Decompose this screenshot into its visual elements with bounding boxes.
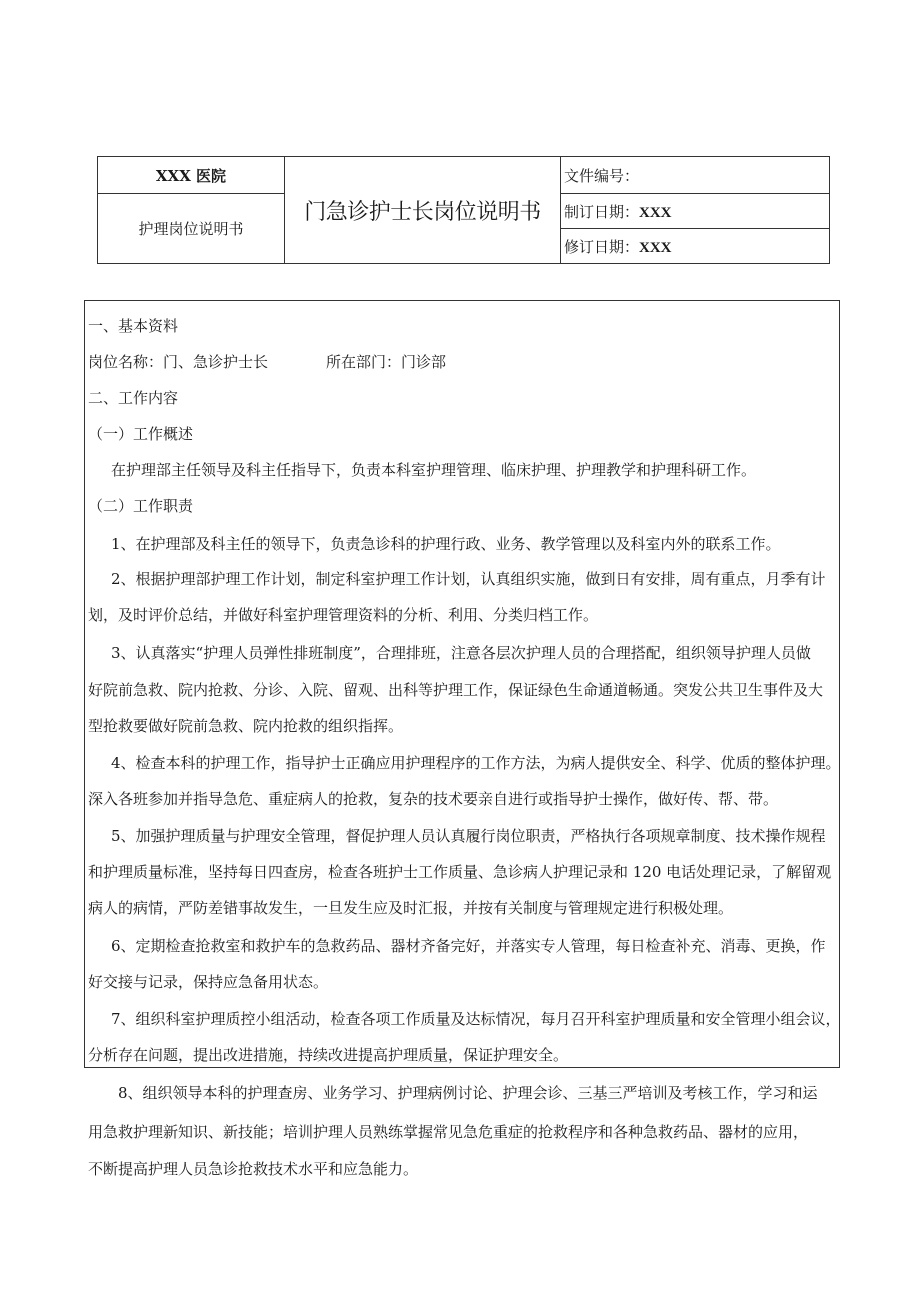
duty-line: 好院前急救、院内抢救、分诊、入院、留观、出科等护理工作，保证绿色生命通道畅通。突发公共卫生事件及大 xyxy=(88,681,824,699)
revision-date-value: XXX xyxy=(639,239,672,256)
subsection-duties: （二）工作职责 xyxy=(88,497,194,515)
post-name: 岗位名称：门、急诊护士长 xyxy=(88,353,269,371)
duty-line: 划，及时评价总结，并做好科室护理管理资料的分析、利用、分类归档工作。 xyxy=(88,606,599,624)
revision-date-label: 修订日期： xyxy=(564,237,640,256)
duty-line-outside: 用急救护理新知识、新技能；培训护理人员熟练掌握常见急危重症的抢救程序和各种急救药品、器材的应用， xyxy=(88,1123,809,1141)
duty-line-outside: 8、组织领导本科的护理查房、业务学习、护理病例讨论、护理会诊、三基三严培训及考核工作，学习和运 xyxy=(118,1084,818,1102)
duty-line: 3、认真落实“护理人员弹性排班制度”，合理排班，注意各层次护理人员的合理搭配，组织领导护理人员做 xyxy=(111,644,811,662)
duty-line-outside: 不断提高护理人员急诊抢救技术水平和应急能力。 xyxy=(88,1160,419,1178)
duty-line: 7、组织科室护理质控小组活动，检查各项工作质量及达标情况，每月召开科室护理质量和安全管理小组会议， xyxy=(111,1010,841,1028)
duty-line: 2、根据护理部护理工作计划，制定科室护理工作计划，认真组织实施，做到日有安排，周有重点，月季有计 xyxy=(111,570,826,588)
duty-line: 病人的病情，严防差错事故发生，一旦发生应及时汇报，并按有关制度与管理规定进行积极处理。 xyxy=(88,899,734,917)
duty-line: 和护理质量标准，坚持每日四查房，检查各班护士工作质量、急诊病人护理记录和 120 电话处理记录，了解留观 xyxy=(88,863,832,881)
file-number-label: 文件编号： xyxy=(564,166,640,185)
duty-line: 分析存在问题，提出改进措施，持续改进提高护理质量，保证护理安全。 xyxy=(88,1046,569,1064)
made-date-field xyxy=(561,194,830,229)
document-title: 门急诊护士长岗位说明书 xyxy=(285,157,561,264)
made-date-value: XXX xyxy=(639,204,672,221)
document-kind: 护理岗位说明书 xyxy=(98,194,285,264)
duty-line: 好交接与记录，保持应急备用状态。 xyxy=(88,973,329,991)
duty-line: 深入各班参加并指导急危、重症病人的抢救，复杂的技术要亲自进行或指导护士操作，做好传、帮、带。 xyxy=(88,790,779,808)
duty-line: 6、定期检查抢救室和救护车的急救药品、器材齐备完好，并落实专人管理，每日检查补充、消毒、更换，作 xyxy=(111,937,826,955)
made-date-label: 制订日期： xyxy=(564,202,640,221)
overview-text: 在护理部主任领导及科主任指导下，负责本科室护理管理、临床护理、护理教学和护理科研工作。 xyxy=(111,461,757,479)
subsection-overview: （一）工作概述 xyxy=(88,425,194,443)
department: 所在部门：门诊部 xyxy=(326,353,447,371)
hospital-name: XXX 医院 xyxy=(98,157,285,194)
header-table xyxy=(97,156,830,264)
section-basic-info: 一、基本资料 xyxy=(88,317,179,335)
duty-line: 1、在护理部及科主任的领导下，负责急诊科的护理行政、业务、教学管理以及科室内外的联系工作。 xyxy=(111,535,781,553)
section-work-content: 二、工作内容 xyxy=(88,389,179,407)
file-number-field xyxy=(561,157,830,194)
duty-line: 型抢救要做好院前急救、院内抢救的组织指挥。 xyxy=(88,717,404,735)
revision-date-field xyxy=(561,229,830,264)
post-info-row xyxy=(88,352,446,372)
duty-line: 5、加强护理质量与护理安全管理，督促护理人员认真履行岗位职责，严格执行各项规章制度、技术操作规程 xyxy=(111,827,826,845)
duty-line: 4、检查本科的护理工作，指导护士正确应用护理程序的工作方法，为病人提供安全、科学、优质的整体护理。 xyxy=(111,754,841,772)
